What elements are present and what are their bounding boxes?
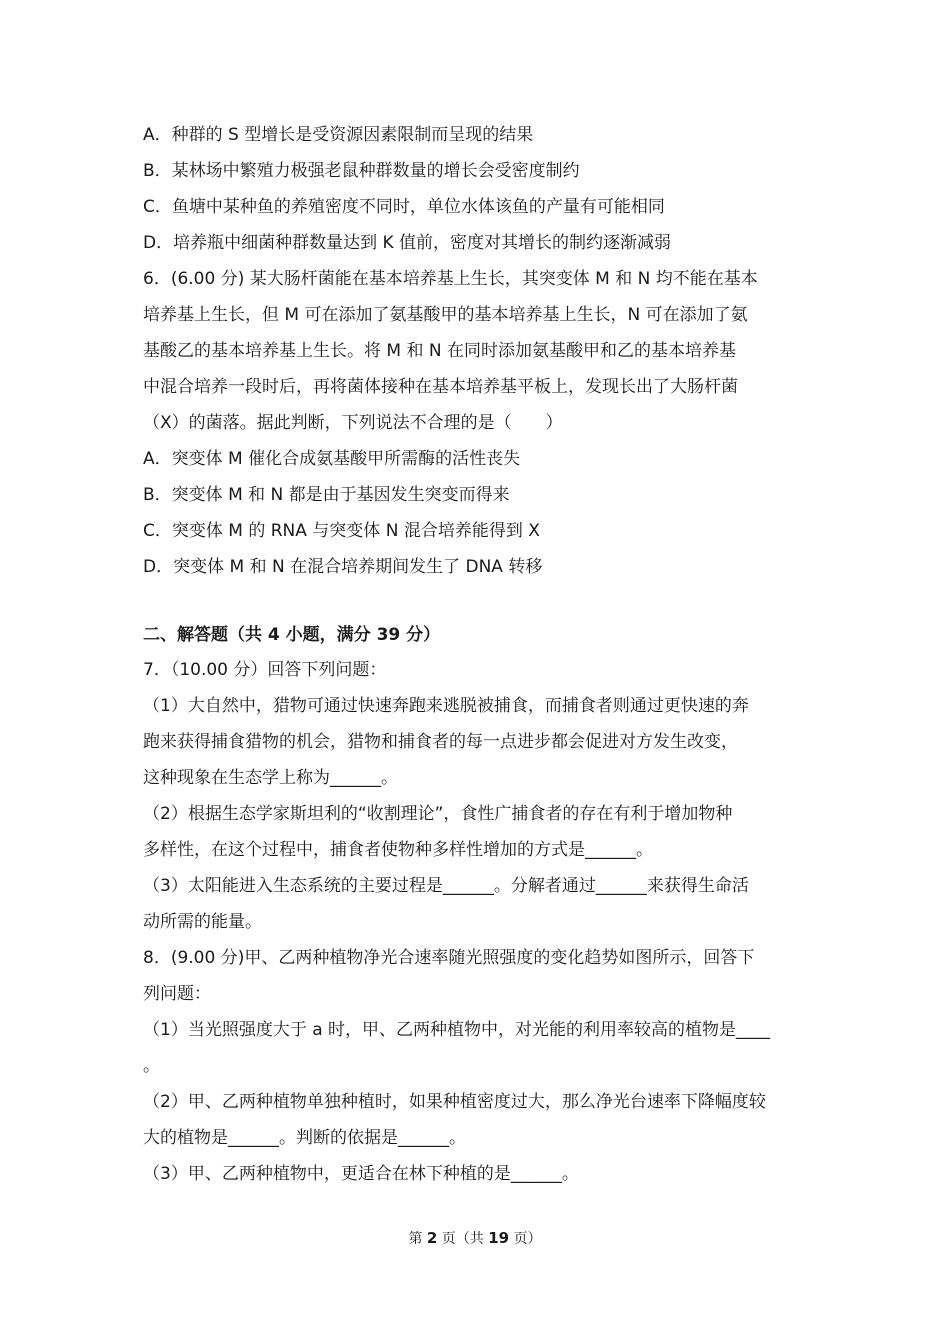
- q6-stem-line: 基酸乙的基本培养基上生长。将 M 和 N 在同时添加氨基酸甲和乙的基本培养基: [143, 341, 736, 361]
- q7-line: 跑来获得捕食猎物的机会，猎物和捕食者的每一点进步都会促进对方发生改变，: [143, 732, 738, 752]
- q7-line: 动所需的能量。: [143, 912, 262, 932]
- section-2-heading: 二、解答题（共 4 小题，满分 39 分）: [143, 625, 441, 645]
- q6-option-b: B．突变体 M 和 N 都是由于基因发生突变而得来: [143, 485, 510, 505]
- q8-line: （2）甲、乙两种植物单独种植时，如果种植密度过大，那么净光台速率下降幅度较: [143, 1092, 766, 1112]
- q8-line: 列问题：: [143, 984, 211, 1004]
- footer-suffix: 页）: [513, 1231, 542, 1247]
- q6-option-d: D．突变体 M 和 N 在混合培养期间发生了 DNA 转移: [143, 557, 543, 577]
- q6-stem-line: 中混合培养一段时后，再将菌体接种在基本培养基平板上，发现长出了大肠杆菌: [143, 377, 738, 397]
- q5-option-b: B．某林场中繁殖力极强老鼠种群数量的增长会受密度制约: [143, 161, 580, 181]
- q5-option-a: A．种群的 S 型增长是受资源因素限制而呈现的结果: [143, 125, 534, 145]
- q6-stem-line: （X）的菌落。据此判断，下列说法不合理的是（ ）: [143, 413, 563, 433]
- q8-line: 大的植物是______。判断的依据是______。: [143, 1128, 466, 1148]
- q5-option-d: D．培养瓶中细菌种群数量达到 K 值前，密度对其增长的制约逐渐减弱: [143, 233, 672, 253]
- q7-line: （2）根据生态学家斯坦利的“收割理论”，食性广捕食者的存在有利于增加物种: [143, 804, 733, 824]
- q7-line: 这种现象在生态学上称为______。: [143, 768, 398, 788]
- q7-line: 多样性，在这个过程中，捕食者使物种多样性增加的方式是______。: [143, 840, 653, 860]
- q8-line: 8．(9.00 分)甲、乙两种植物净光合速率随光照强度的变化趋势如图所示，回答下: [143, 948, 755, 968]
- q8-line: 。: [143, 1056, 160, 1076]
- question-6: [143, 261, 815, 585]
- footer-middle: 页（共: [441, 1231, 484, 1247]
- q6-option-c: C．突变体 M 的 RNA 与突变体 N 混合培养能得到 X: [143, 521, 540, 541]
- footer-total-pages: 19: [488, 1229, 510, 1247]
- q5-option-c: C．鱼塘中某种鱼的养殖密度不同时，单位水体该鱼的产量有可能相同: [143, 197, 665, 217]
- section-spacer: [143, 585, 815, 617]
- page-content: [143, 117, 815, 1192]
- page-footer: [0, 1228, 950, 1248]
- q7-line: （1）大自然中，猎物可通过快速奔跑来逃脱被捕食，而捕食者则通过更快速的奔: [143, 696, 749, 716]
- q7-line: 7．（10.00 分）回答下列问题：: [143, 660, 387, 680]
- q5-options: [143, 117, 815, 261]
- question-8: [143, 940, 815, 1192]
- footer-page-number: 2: [426, 1229, 438, 1247]
- q8-line: （1）当光照强度大于 a 时，甲、乙两种植物中，对光能的利用率较高的植物是____: [143, 1020, 771, 1040]
- q6-option-a: A．突变体 M 催化合成氨基酸甲所需酶的活性丧失: [143, 449, 521, 469]
- q6-stem-line: 6．(6.00 分) 某大肠杆菌能在基本培养基上生长，其突变体 M 和 N 均不能在基本: [143, 269, 758, 289]
- footer-prefix: 第: [408, 1231, 423, 1247]
- q6-stem-line: 培养基上生长，但 M 可在添加了氨基酸甲的基本培养基上生长，N 可在添加了氨: [143, 305, 748, 325]
- question-7: [143, 653, 815, 940]
- q8-line: （3）甲、乙两种植物中，更适合在林下种植的是______。: [143, 1164, 579, 1184]
- q7-line: （3）太阳能进入生态系统的主要过程是______。分解者通过______来获得生命活: [143, 876, 749, 896]
